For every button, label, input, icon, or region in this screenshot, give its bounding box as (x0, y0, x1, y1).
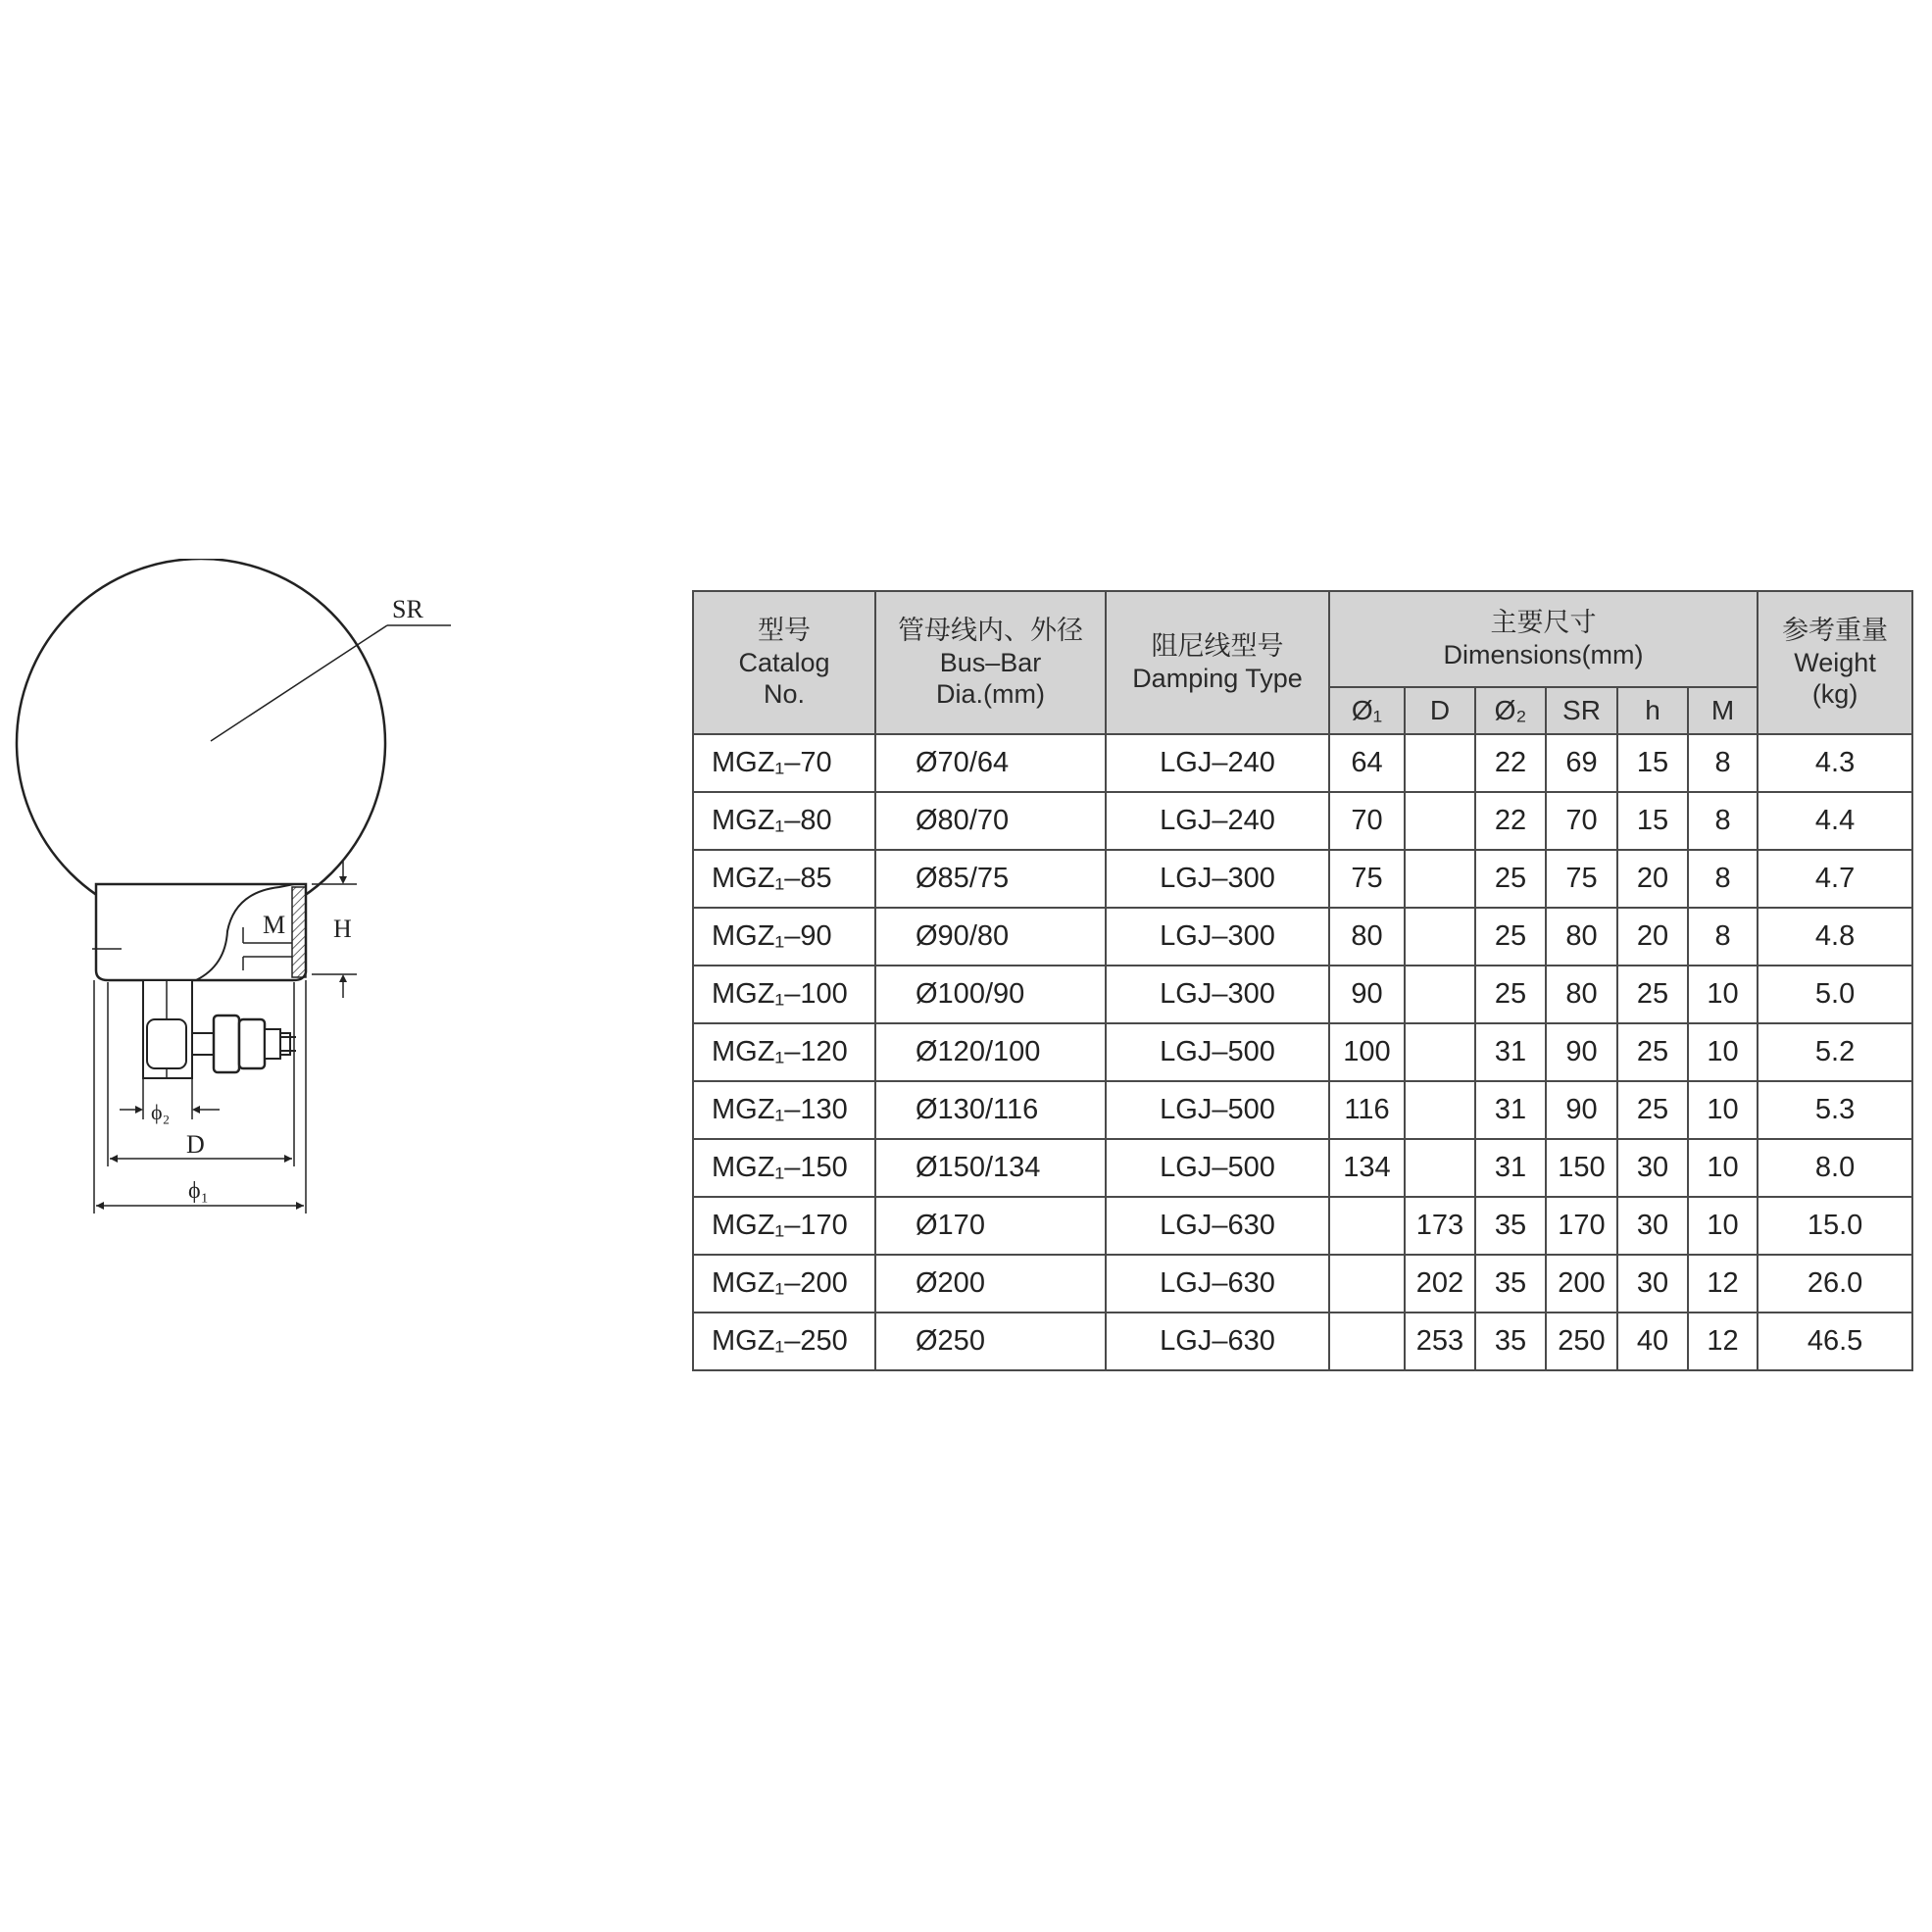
cell-h: 15 (1617, 734, 1688, 792)
table-row (693, 792, 1912, 850)
cell-h: 40 (1617, 1313, 1688, 1370)
cell-catalog: MGZ₁–120 (693, 1023, 875, 1081)
cell-h: 30 (1617, 1255, 1688, 1313)
table-row (693, 734, 1912, 792)
cell-damping: LGJ–240 (1106, 734, 1329, 792)
sr-label: SR (392, 595, 423, 623)
cell-dia: Ø250 (875, 1313, 1106, 1370)
end-cap-drawing (0, 559, 471, 1245)
cell-phi1: 100 (1329, 1023, 1405, 1081)
cell-h: 25 (1617, 966, 1688, 1023)
cell-damping: LGJ–630 (1106, 1197, 1329, 1255)
m-label: M (263, 911, 286, 939)
cell-sr: 250 (1546, 1313, 1617, 1370)
cell-catalog: MGZ₁–85 (693, 850, 875, 908)
header-m: M (1688, 687, 1758, 734)
header-dimensions: 主要尺寸 Dimensions(mm) (1329, 591, 1758, 687)
table-row (693, 908, 1912, 966)
cell-weight: 15.0 (1758, 1197, 1912, 1255)
cell-h: 20 (1617, 850, 1688, 908)
cell-sr: 90 (1546, 1023, 1617, 1081)
cell-d (1405, 734, 1475, 792)
cell-weight: 4.4 (1758, 792, 1912, 850)
cell-sr: 90 (1546, 1081, 1617, 1139)
cell-catalog: MGZ₁–80 (693, 792, 875, 850)
cell-d (1405, 850, 1475, 908)
cell-weight: 5.2 (1758, 1023, 1912, 1081)
phi2-label: ϕ₂ (151, 1100, 171, 1124)
table-row (693, 1197, 1912, 1255)
cell-phi2: 35 (1475, 1255, 1546, 1313)
cell-phi2: 25 (1475, 966, 1546, 1023)
cell-d (1405, 908, 1475, 966)
cell-dia: Ø90/80 (875, 908, 1106, 966)
cell-m: 10 (1688, 966, 1758, 1023)
cell-catalog: MGZ₁–200 (693, 1255, 875, 1313)
cell-d: 202 (1405, 1255, 1475, 1313)
cell-phi2: 25 (1475, 850, 1546, 908)
cell-phi2: 31 (1475, 1081, 1546, 1139)
cell-damping: LGJ–300 (1106, 850, 1329, 908)
cell-h: 30 (1617, 1139, 1688, 1197)
cell-catalog: MGZ₁–130 (693, 1081, 875, 1139)
cell-dia: Ø130/116 (875, 1081, 1106, 1139)
cell-weight: 5.3 (1758, 1081, 1912, 1139)
cell-sr: 75 (1546, 850, 1617, 908)
cell-m: 10 (1688, 1023, 1758, 1081)
cell-h: 20 (1617, 908, 1688, 966)
cell-m: 12 (1688, 1255, 1758, 1313)
cell-dia: Ø80/70 (875, 792, 1106, 850)
cell-phi1 (1329, 1255, 1405, 1313)
header-d: D (1405, 687, 1475, 734)
cell-dia: Ø70/64 (875, 734, 1106, 792)
cell-weight: 26.0 (1758, 1255, 1912, 1313)
cell-sr: 80 (1546, 908, 1617, 966)
cell-phi1: 90 (1329, 966, 1405, 1023)
cell-m: 10 (1688, 1139, 1758, 1197)
cell-sr: 150 (1546, 1139, 1617, 1197)
cell-phi1: 134 (1329, 1139, 1405, 1197)
table-row (693, 966, 1912, 1023)
cell-sr: 70 (1546, 792, 1617, 850)
spec-table-container (692, 590, 1911, 1371)
bolt-nut (214, 1016, 239, 1072)
cell-phi2: 35 (1475, 1197, 1546, 1255)
cell-d: 173 (1405, 1197, 1475, 1255)
cell-catalog: MGZ₁–90 (693, 908, 875, 966)
cell-weight: 4.3 (1758, 734, 1912, 792)
cell-m: 8 (1688, 792, 1758, 850)
cell-m: 8 (1688, 850, 1758, 908)
cell-dia: Ø170 (875, 1197, 1106, 1255)
cell-m: 8 (1688, 908, 1758, 966)
cell-dia: Ø100/90 (875, 966, 1106, 1023)
d-label: D (186, 1130, 205, 1159)
cell-phi1: 70 (1329, 792, 1405, 850)
header-phi2: Ø₂ (1475, 687, 1546, 734)
cell-damping: LGJ–300 (1106, 966, 1329, 1023)
cell-phi1 (1329, 1313, 1405, 1370)
cell-d (1405, 1081, 1475, 1139)
cell-dia: Ø120/100 (875, 1023, 1106, 1081)
table-row (693, 850, 1912, 908)
cell-m: 10 (1688, 1081, 1758, 1139)
cell-m: 8 (1688, 734, 1758, 792)
cell-d: 253 (1405, 1313, 1475, 1370)
cell-catalog: MGZ₁–170 (693, 1197, 875, 1255)
cell-phi1: 64 (1329, 734, 1405, 792)
cell-damping: LGJ–500 (1106, 1139, 1329, 1197)
cell-dia: Ø150/134 (875, 1139, 1106, 1197)
cell-sr: 69 (1546, 734, 1617, 792)
cell-h: 30 (1617, 1197, 1688, 1255)
table-row (693, 1255, 1912, 1313)
cell-weight: 4.8 (1758, 908, 1912, 966)
cell-weight: 5.0 (1758, 966, 1912, 1023)
cell-catalog: MGZ₁–150 (693, 1139, 875, 1197)
table-row (693, 1023, 1912, 1081)
cell-phi2: 35 (1475, 1313, 1546, 1370)
table-row (693, 1139, 1912, 1197)
cell-sr: 80 (1546, 966, 1617, 1023)
header-weight: 参考重量 Weight (kg) (1758, 591, 1912, 734)
cell-damping: LGJ–630 (1106, 1255, 1329, 1313)
cell-phi2: 22 (1475, 792, 1546, 850)
sr-leader-line (211, 625, 387, 741)
cell-damping: LGJ–500 (1106, 1081, 1329, 1139)
cell-m: 10 (1688, 1197, 1758, 1255)
cell-phi1: 116 (1329, 1081, 1405, 1139)
base-wall-hatch (292, 887, 306, 977)
header-sr: SR (1546, 687, 1617, 734)
cell-damping: LGJ–240 (1106, 792, 1329, 850)
cell-catalog: MGZ₁–70 (693, 734, 875, 792)
cell-phi1: 75 (1329, 850, 1405, 908)
cell-dia: Ø85/75 (875, 850, 1106, 908)
header-busbar-dia: 管母线内、外径 Bus–Bar Dia.(mm) (875, 591, 1106, 734)
table-row (693, 1313, 1912, 1370)
cell-m: 12 (1688, 1313, 1758, 1370)
cell-sr: 200 (1546, 1255, 1617, 1313)
cell-weight: 4.7 (1758, 850, 1912, 908)
cell-weight: 8.0 (1758, 1139, 1912, 1197)
phi1-label: ϕ₁ (188, 1178, 209, 1204)
cell-phi2: 25 (1475, 908, 1546, 966)
header-h: h (1617, 687, 1688, 734)
cell-catalog: MGZ₁–250 (693, 1313, 875, 1370)
cell-d (1405, 792, 1475, 850)
table-row (693, 1081, 1912, 1139)
cell-phi2: 31 (1475, 1023, 1546, 1081)
header-phi1: Ø₁ (1329, 687, 1405, 734)
spec-table (692, 590, 1913, 1371)
header-damping-type: 阻尼线型号 Damping Type (1106, 591, 1329, 734)
cell-dia: Ø200 (875, 1255, 1106, 1313)
cell-h: 15 (1617, 792, 1688, 850)
cell-d (1405, 1139, 1475, 1197)
cell-phi2: 31 (1475, 1139, 1546, 1197)
cell-weight: 46.5 (1758, 1313, 1912, 1370)
cell-sr: 170 (1546, 1197, 1617, 1255)
cell-catalog: MGZ₁–100 (693, 966, 875, 1023)
cell-d (1405, 966, 1475, 1023)
h-label: H (333, 915, 352, 943)
cell-damping: LGJ–630 (1106, 1313, 1329, 1370)
cell-phi1 (1329, 1197, 1405, 1255)
cell-damping: LGJ–300 (1106, 908, 1329, 966)
header-catalog: 型号 Catalog No. (693, 591, 875, 734)
cell-phi1: 80 (1329, 908, 1405, 966)
sphere-outline (17, 559, 385, 927)
cell-h: 25 (1617, 1023, 1688, 1081)
cell-phi2: 22 (1475, 734, 1546, 792)
cell-h: 25 (1617, 1081, 1688, 1139)
cell-d (1405, 1023, 1475, 1081)
cell-damping: LGJ–500 (1106, 1023, 1329, 1081)
